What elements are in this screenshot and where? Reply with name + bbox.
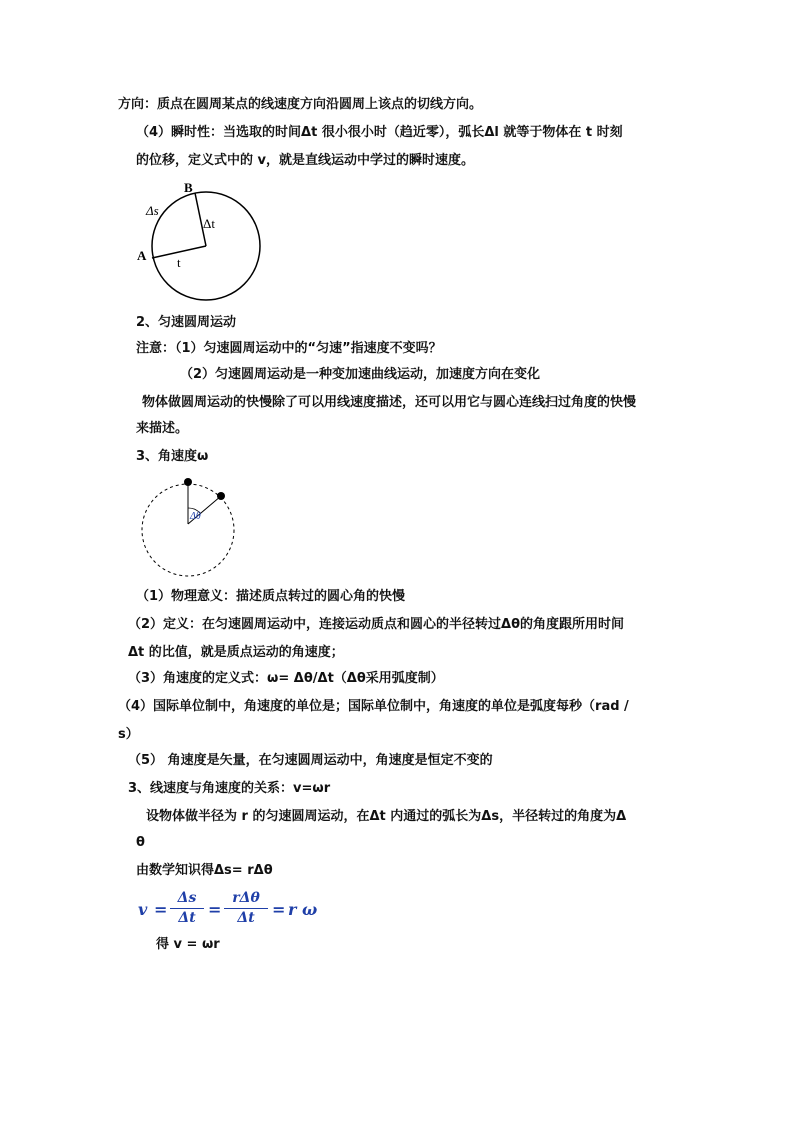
- label-delta-s: Δs: [146, 203, 159, 218]
- text-line-10: （1）物理意义：描述质点转过的圆心角的快慢: [136, 589, 406, 604]
- point-final: [217, 492, 225, 500]
- text-line-1: 方向：质点在圆周某点的线速度方向沿圆周上该点的切线方向。: [118, 97, 483, 112]
- text-line-5: 注意：（1）匀速圆周运动中的“匀速”指速度不变吗？: [136, 341, 442, 356]
- text-line-12: Δt 的比值，就是质点运动的角速度；: [128, 645, 344, 660]
- label-delta-theta: Δθ: [190, 511, 201, 522]
- formula-v: v: [138, 900, 148, 919]
- text-line-15: s）: [118, 727, 139, 742]
- circle-diagram-angular: [138, 474, 238, 578]
- formula-eq-3: =: [272, 900, 286, 919]
- formula-rhs: r ω: [288, 900, 318, 919]
- text-line-19: θ: [136, 835, 145, 850]
- velocity-formula: [138, 890, 338, 928]
- text-line-4: 2、匀速圆周运动: [136, 315, 237, 330]
- formula-den-2: Δt: [237, 910, 255, 926]
- point-initial: [184, 478, 192, 486]
- text-line-18: 设物体做半径为 r 的匀速圆周运动，在Δt 内通过的弧长为Δs，半径转过的角度为Δ: [146, 809, 627, 824]
- fraction-bar-2: [224, 908, 268, 909]
- text-line-20: 由数学知识得Δs= rΔθ: [136, 863, 273, 878]
- text-line-6: （2）匀速圆周运动是一种变加速曲线运动，加速度方向在变化: [180, 367, 541, 382]
- formula-num-1: Δs: [177, 890, 197, 906]
- text-line-14: （4）国际单位制中，角速度的单位是；国际单位制中，角速度的单位是弧度每秒（rad /: [118, 699, 629, 714]
- text-line-17: 3、线速度与角速度的关系：v=ωr: [128, 781, 331, 796]
- label-a: A: [137, 248, 147, 263]
- label-delta-t: Δt: [203, 216, 215, 231]
- text-line-3: 的位移，定义式中的 v，就是直线运动中学过的瞬时速度。: [136, 153, 475, 168]
- text-line-13: （3）角速度的定义式：ω= Δθ/Δt（Δθ采用弧度制）: [128, 671, 444, 686]
- formula-eq-2: =: [208, 900, 222, 919]
- label-b: B: [184, 180, 193, 195]
- formula-den-1: Δt: [178, 910, 196, 926]
- formula-num-2: rΔθ: [232, 890, 260, 906]
- text-line-16: （5） 角速度是矢量，在匀速圆周运动中，角速度是恒定不变的: [128, 753, 493, 768]
- text-line-7: 物体做圆周运动的快慢除了可以用线速度描述，还可以用它与圆心连线扫过角度的快慢: [142, 395, 637, 410]
- text-line-21: 得 v = ωr: [156, 937, 220, 952]
- circle-diagram-arc: [128, 178, 268, 304]
- formula-eq-1: =: [154, 900, 168, 919]
- fraction-bar-1: [170, 908, 204, 909]
- text-line-11: （2）定义：在匀速圆周运动中，连接运动质点和圆心的半径转过Δθ的角度跟所用时间: [128, 617, 625, 632]
- label-t: t: [177, 255, 181, 270]
- text-line-9: 3、角速度ω: [136, 449, 209, 464]
- text-line-8: 来描述。: [136, 421, 189, 436]
- text-line-2: （4）瞬时性：当选取的时间Δt 很小很小时（趋近零），弧长Δl 就等于物体在 t 时刻: [136, 125, 623, 140]
